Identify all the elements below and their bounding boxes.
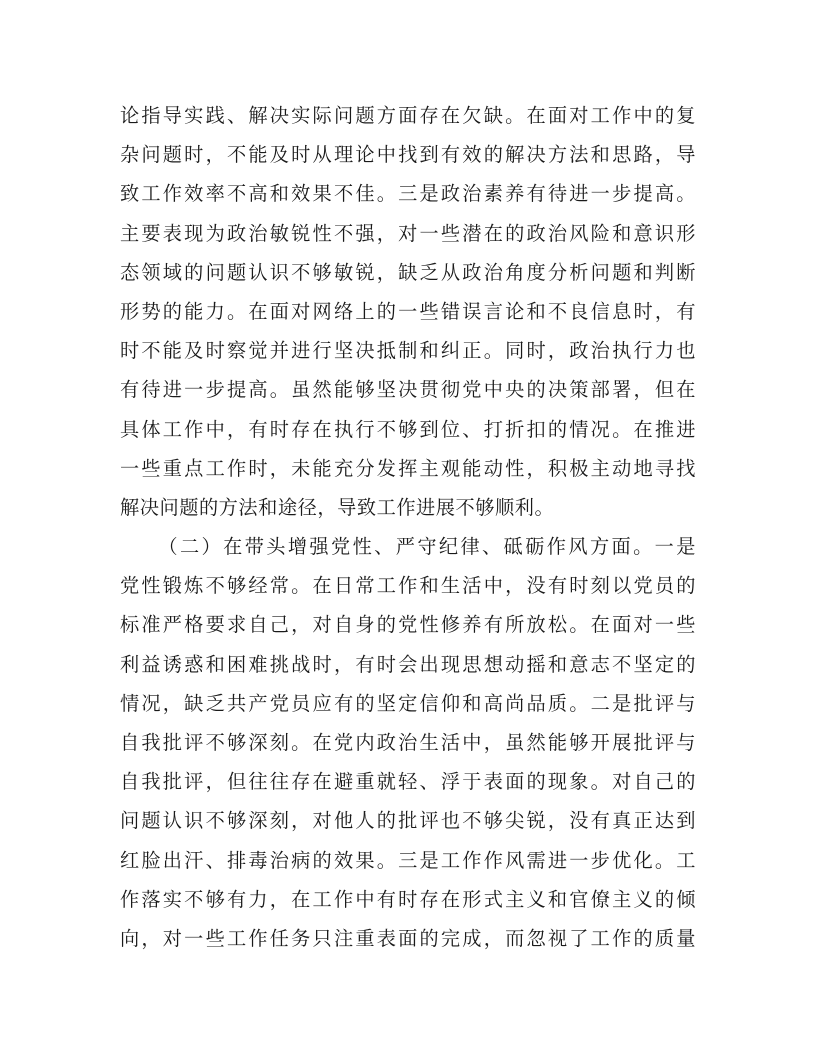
- text-line: 有待进一步提高。虽然能够坚决贯彻党中央的决策部署，但在: [120, 378, 696, 402]
- text-line: 具体工作中，有时存在执行不够到位、打折扣的情况。在推进: [120, 417, 696, 441]
- text-line: 解决问题的方法和途径，导致工作进展不够顺利。: [120, 495, 555, 519]
- text-line: 红脸出汗、排毒治病的效果。三是工作作风需进一步优化。工: [120, 848, 696, 872]
- text-line: 致工作效率不高和效果不佳。三是政治素养有待进一步提高。: [120, 182, 696, 206]
- text-line: 问题认识不够深刻，对他人的批评也不够尖锐，没有真正达到: [120, 809, 696, 833]
- text-line: 标准严格要求自己，对自身的党性修养有所放松。在面对一些: [120, 613, 696, 637]
- text-line: 情况，缺乏共产党员应有的坚定信仰和高尚品质。二是批评与: [120, 691, 696, 715]
- text-line: 自我批评不够深刻。在党内政治生活中，虽然能够开展批评与: [120, 731, 696, 754]
- text-line: 党性锻炼不够经常。在日常工作和生活中，没有时刻以党员的: [120, 574, 696, 598]
- text-line: 时不能及时察觉并进行坚决抵制和纠正。同时，政治执行力也: [120, 339, 696, 363]
- text-line: 论指导实践、解决实际问题方面存在欠缺。在面对工作中的复: [120, 104, 696, 127]
- text-line: 形势的能力。在面对网络上的一些错误言论和不良信息时，有: [120, 299, 696, 323]
- section-heading-line: （二）在带头增强党性、严守纪律、砥砺作风方面。一是: [158, 535, 696, 559]
- text-line: 作落实不够有力，在工作中有时存在形式主义和官僚主义的倾: [120, 887, 696, 911]
- text-line: 主要表现为政治敏锐性不强，对一些潜在的政治风险和意识形: [120, 221, 696, 245]
- text-line: 杂问题时，不能及时从理论中找到有效的解决方法和思路，导: [120, 143, 696, 167]
- text-line: 利益诱惑和困难挑战时，有时会出现思想动摇和意志不坚定的: [120, 652, 696, 676]
- text-line: 态领域的问题认识不够敏锐，缺乏从政治角度分析问题和判断: [120, 260, 696, 284]
- body-text: [120, 96, 696, 958]
- text-line: 一些重点工作时，未能充分发挥主观能动性，积极主动地寻找: [120, 456, 696, 480]
- text-line: 自我批评，但往往存在避重就轻、浮于表面的现象。对自己的: [120, 770, 696, 794]
- text-line: 向，对一些工作任务只注重表面的完成，而忽视了工作的质量: [120, 926, 696, 950]
